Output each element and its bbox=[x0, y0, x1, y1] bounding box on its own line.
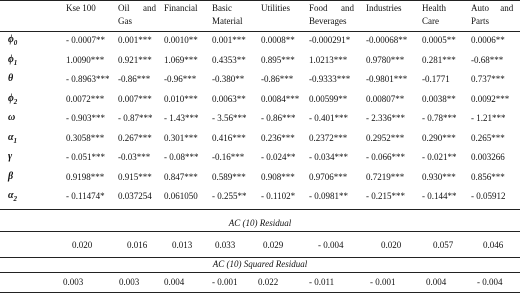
row-symbol bbox=[8, 112, 15, 125]
column-header-line1: Auto and bbox=[471, 3, 514, 13]
row-symbol-letter: β bbox=[8, 170, 14, 182]
column-header-line1: Industries bbox=[366, 3, 402, 13]
ac-cell: 0.004 bbox=[164, 277, 185, 287]
table-cell: 0.416*** bbox=[212, 132, 246, 143]
row-symbol-subscript: 2 bbox=[13, 97, 18, 106]
table-cell: 0.737*** bbox=[471, 74, 505, 84]
ac-cell: - 0.004 bbox=[477, 277, 503, 287]
table-cell: -0.000291* bbox=[309, 35, 351, 45]
table-cell: 0.0008** bbox=[261, 35, 295, 45]
table-cell: 0.00807** bbox=[366, 93, 405, 104]
table-cell: - 0.78*** bbox=[422, 113, 457, 123]
table-cell: 0.847*** bbox=[164, 171, 198, 182]
bottom-rule bbox=[0, 292, 520, 293]
table-cell: 0.9706*** bbox=[309, 171, 348, 182]
table-cell: 0.0006** bbox=[471, 35, 505, 45]
table-cell: 0.290*** bbox=[422, 132, 456, 143]
ac-residual-bottom-rule bbox=[0, 257, 520, 258]
row-symbol-subscript: 2 bbox=[13, 195, 18, 203]
row-symbol bbox=[8, 171, 13, 184]
table-cell: - 0.87*** bbox=[118, 113, 153, 123]
row-symbol-letter: γ bbox=[8, 151, 13, 162]
ac-cell: - 0.001 bbox=[370, 277, 396, 287]
table-cell: - 1.43*** bbox=[164, 113, 199, 123]
table-cell: -0.03*** bbox=[118, 152, 151, 162]
table-cell: - 0.05912 bbox=[471, 191, 506, 201]
table-cell: - 0.024** bbox=[261, 152, 296, 162]
column-header-line2: Gas bbox=[118, 16, 132, 26]
row-symbol bbox=[8, 132, 17, 145]
table-cell: 0.2952*** bbox=[366, 132, 405, 143]
ac-cell: 0.029 bbox=[263, 240, 284, 250]
column-header-line1: Health bbox=[422, 3, 446, 13]
table-cell: - 0.215*** bbox=[366, 191, 405, 201]
table-cell: -0.86*** bbox=[261, 74, 294, 84]
column-header-line2: Care bbox=[422, 16, 439, 26]
table-cell: 1.0213*** bbox=[309, 54, 348, 65]
table-cell: - 0.051*** bbox=[66, 152, 105, 162]
column-header bbox=[66, 2, 96, 15]
table-cell: 0.0084*** bbox=[261, 93, 300, 104]
row-symbol-letter: α bbox=[8, 131, 14, 143]
ac-cell: 0.022 bbox=[258, 277, 279, 287]
column-header bbox=[164, 2, 198, 15]
ac-cell: - 0.011 bbox=[309, 277, 335, 287]
table-cell: - 2.336*** bbox=[366, 113, 405, 123]
column-header bbox=[471, 2, 513, 28]
table-cell: 0.4353** bbox=[212, 54, 246, 65]
table-cell: -0.86*** bbox=[118, 74, 151, 84]
table-cell: - 3.56*** bbox=[212, 113, 247, 123]
table-cell: 0.001*** bbox=[212, 35, 246, 45]
top-rule bbox=[0, 0, 520, 1]
column-header-line1: Basic bbox=[212, 3, 232, 13]
table-cell: 0.003266 bbox=[471, 152, 505, 162]
column-header-line1: Food and bbox=[309, 3, 354, 13]
table-cell: - 0.021** bbox=[422, 152, 457, 162]
ac-cell: 0.046 bbox=[483, 240, 504, 250]
row-symbol-letter: ϕ bbox=[8, 53, 14, 65]
row-symbol-letter: α bbox=[8, 190, 14, 201]
table-cell: - 0.8963*** bbox=[66, 74, 110, 84]
table-cell: 0.0092*** bbox=[471, 93, 510, 104]
row-symbol-subscript: 1 bbox=[13, 136, 18, 145]
column-header-line2: Beverages bbox=[309, 16, 347, 26]
ac-residual-top-rule bbox=[0, 231, 520, 232]
header-rule bbox=[0, 31, 520, 32]
ac-cell: 0.013 bbox=[172, 240, 193, 250]
ac-cell: 0.057 bbox=[433, 240, 454, 250]
table-cell: 0.010*** bbox=[164, 93, 198, 104]
column-header-line2: Material bbox=[212, 16, 243, 26]
table-cell: -0.380** bbox=[212, 74, 245, 84]
table-cell: 1.069*** bbox=[164, 54, 198, 65]
row-symbol-subscript: 0 bbox=[13, 39, 18, 47]
table-cell: 0.037254 bbox=[118, 191, 152, 201]
ac-cell: - 0.004 bbox=[318, 240, 344, 250]
row-symbol-letter: ϕ bbox=[8, 34, 14, 45]
table-cell: 0.007*** bbox=[118, 93, 152, 104]
table-cell: -0.00068** bbox=[366, 35, 408, 45]
table-cell: 0.930*** bbox=[422, 171, 456, 182]
column-header-line1: Financial bbox=[164, 3, 198, 13]
table-cell: - 0.08*** bbox=[164, 152, 199, 162]
table-cell: 0.281*** bbox=[422, 54, 456, 65]
coef-bottom-rule bbox=[0, 209, 520, 210]
row-symbol-subscript: 1 bbox=[13, 58, 18, 67]
table-cell: 0.3058*** bbox=[66, 132, 105, 143]
table-cell: - 0.903*** bbox=[66, 113, 105, 123]
table-cell: 0.915*** bbox=[118, 171, 152, 182]
table-cell: 0.0010** bbox=[164, 35, 198, 45]
table-cell: 0.589*** bbox=[212, 171, 246, 182]
ac-cell: 0.003 bbox=[63, 277, 84, 287]
table-cell: 0.0005** bbox=[422, 35, 456, 45]
column-header bbox=[212, 2, 243, 28]
table-cell: 0.0063** bbox=[212, 93, 246, 104]
column-header-line1: Utilities bbox=[261, 3, 290, 13]
table-cell: 0.908*** bbox=[261, 171, 295, 182]
row-symbol bbox=[8, 54, 17, 67]
column-header-line1: Kse 100 bbox=[66, 3, 96, 13]
table-cell: - 0.11474* bbox=[66, 191, 105, 201]
table-cell: - 0.144** bbox=[422, 191, 457, 201]
table-cell: 0.856*** bbox=[471, 171, 505, 182]
table-cell: -0.9333*** bbox=[309, 74, 351, 84]
table-cell: 0.9780*** bbox=[366, 54, 405, 65]
row-symbol-letter: ϕ bbox=[8, 92, 14, 104]
table-cell: - 1.21*** bbox=[471, 113, 506, 123]
ac-cell: 0.020 bbox=[381, 240, 402, 250]
table-cell: 0.7219*** bbox=[366, 171, 405, 182]
column-header-line2: Parts bbox=[471, 16, 489, 26]
table-cell: - 0.034*** bbox=[309, 152, 348, 162]
table-cell: 0.921*** bbox=[118, 54, 152, 65]
column-header bbox=[422, 2, 446, 28]
table-cell: 0.0038** bbox=[422, 93, 456, 104]
ac-cell: 0.020 bbox=[72, 240, 93, 250]
column-header bbox=[366, 2, 402, 15]
ac-cell: 0.003 bbox=[119, 277, 140, 287]
table-cell: - 0.255** bbox=[212, 191, 247, 201]
table-cell: -0.96*** bbox=[164, 74, 197, 84]
table-cell: 0.236*** bbox=[261, 132, 295, 143]
table-cell: 0.001*** bbox=[118, 35, 152, 45]
table-cell: 0.00599** bbox=[309, 93, 348, 104]
table-cell: - 0.401*** bbox=[309, 113, 348, 123]
table-cell: - 0.86*** bbox=[261, 113, 296, 123]
ac-residual-title: AC (10) Residual bbox=[228, 218, 292, 228]
table-cell: 0.265*** bbox=[471, 132, 505, 143]
table-cell: 0.267*** bbox=[118, 132, 152, 143]
row-symbol-letter: θ bbox=[8, 73, 14, 84]
column-header bbox=[118, 2, 156, 28]
table-cell: 0.0072*** bbox=[66, 93, 105, 104]
ac-squared-top-rule bbox=[0, 272, 520, 273]
ac-cell: - 0.001 bbox=[212, 277, 238, 287]
table-cell: 1.0090*** bbox=[66, 54, 105, 65]
table-cell: - 0.066*** bbox=[366, 152, 405, 162]
table-cell: 0.301*** bbox=[164, 132, 198, 143]
ac-cell: 0.004 bbox=[426, 277, 447, 287]
column-header-line1: Oil and bbox=[118, 3, 156, 13]
column-header bbox=[261, 2, 290, 15]
table-cell: -0.1771 bbox=[422, 74, 450, 84]
row-symbol bbox=[8, 151, 12, 164]
row-symbol bbox=[8, 93, 17, 106]
row-symbol bbox=[8, 34, 17, 47]
table-cell: 0.2372*** bbox=[309, 132, 348, 143]
table-cell: -0.16*** bbox=[212, 152, 245, 162]
table-cell: - 0.1102* bbox=[261, 191, 296, 201]
row-symbol bbox=[8, 190, 17, 203]
row-symbol-letter: ω bbox=[8, 112, 16, 123]
ac-cell: 0.016 bbox=[127, 240, 148, 250]
table-cell: 0.9198*** bbox=[66, 171, 105, 182]
table-cell: 0.895*** bbox=[261, 54, 295, 65]
table-cell: -0.68*** bbox=[471, 54, 504, 65]
row-symbol bbox=[8, 73, 13, 86]
table-cell: -0.9801*** bbox=[366, 74, 408, 84]
column-header bbox=[309, 2, 354, 28]
ac-squared-title: AC (10) Squared Residual bbox=[212, 259, 308, 269]
ac-cell: 0.033 bbox=[215, 240, 236, 250]
table-cell: - 0.0007** bbox=[66, 35, 105, 45]
table-cell: 0.061050 bbox=[164, 191, 198, 201]
table-cell: - 0.0981** bbox=[309, 191, 348, 201]
